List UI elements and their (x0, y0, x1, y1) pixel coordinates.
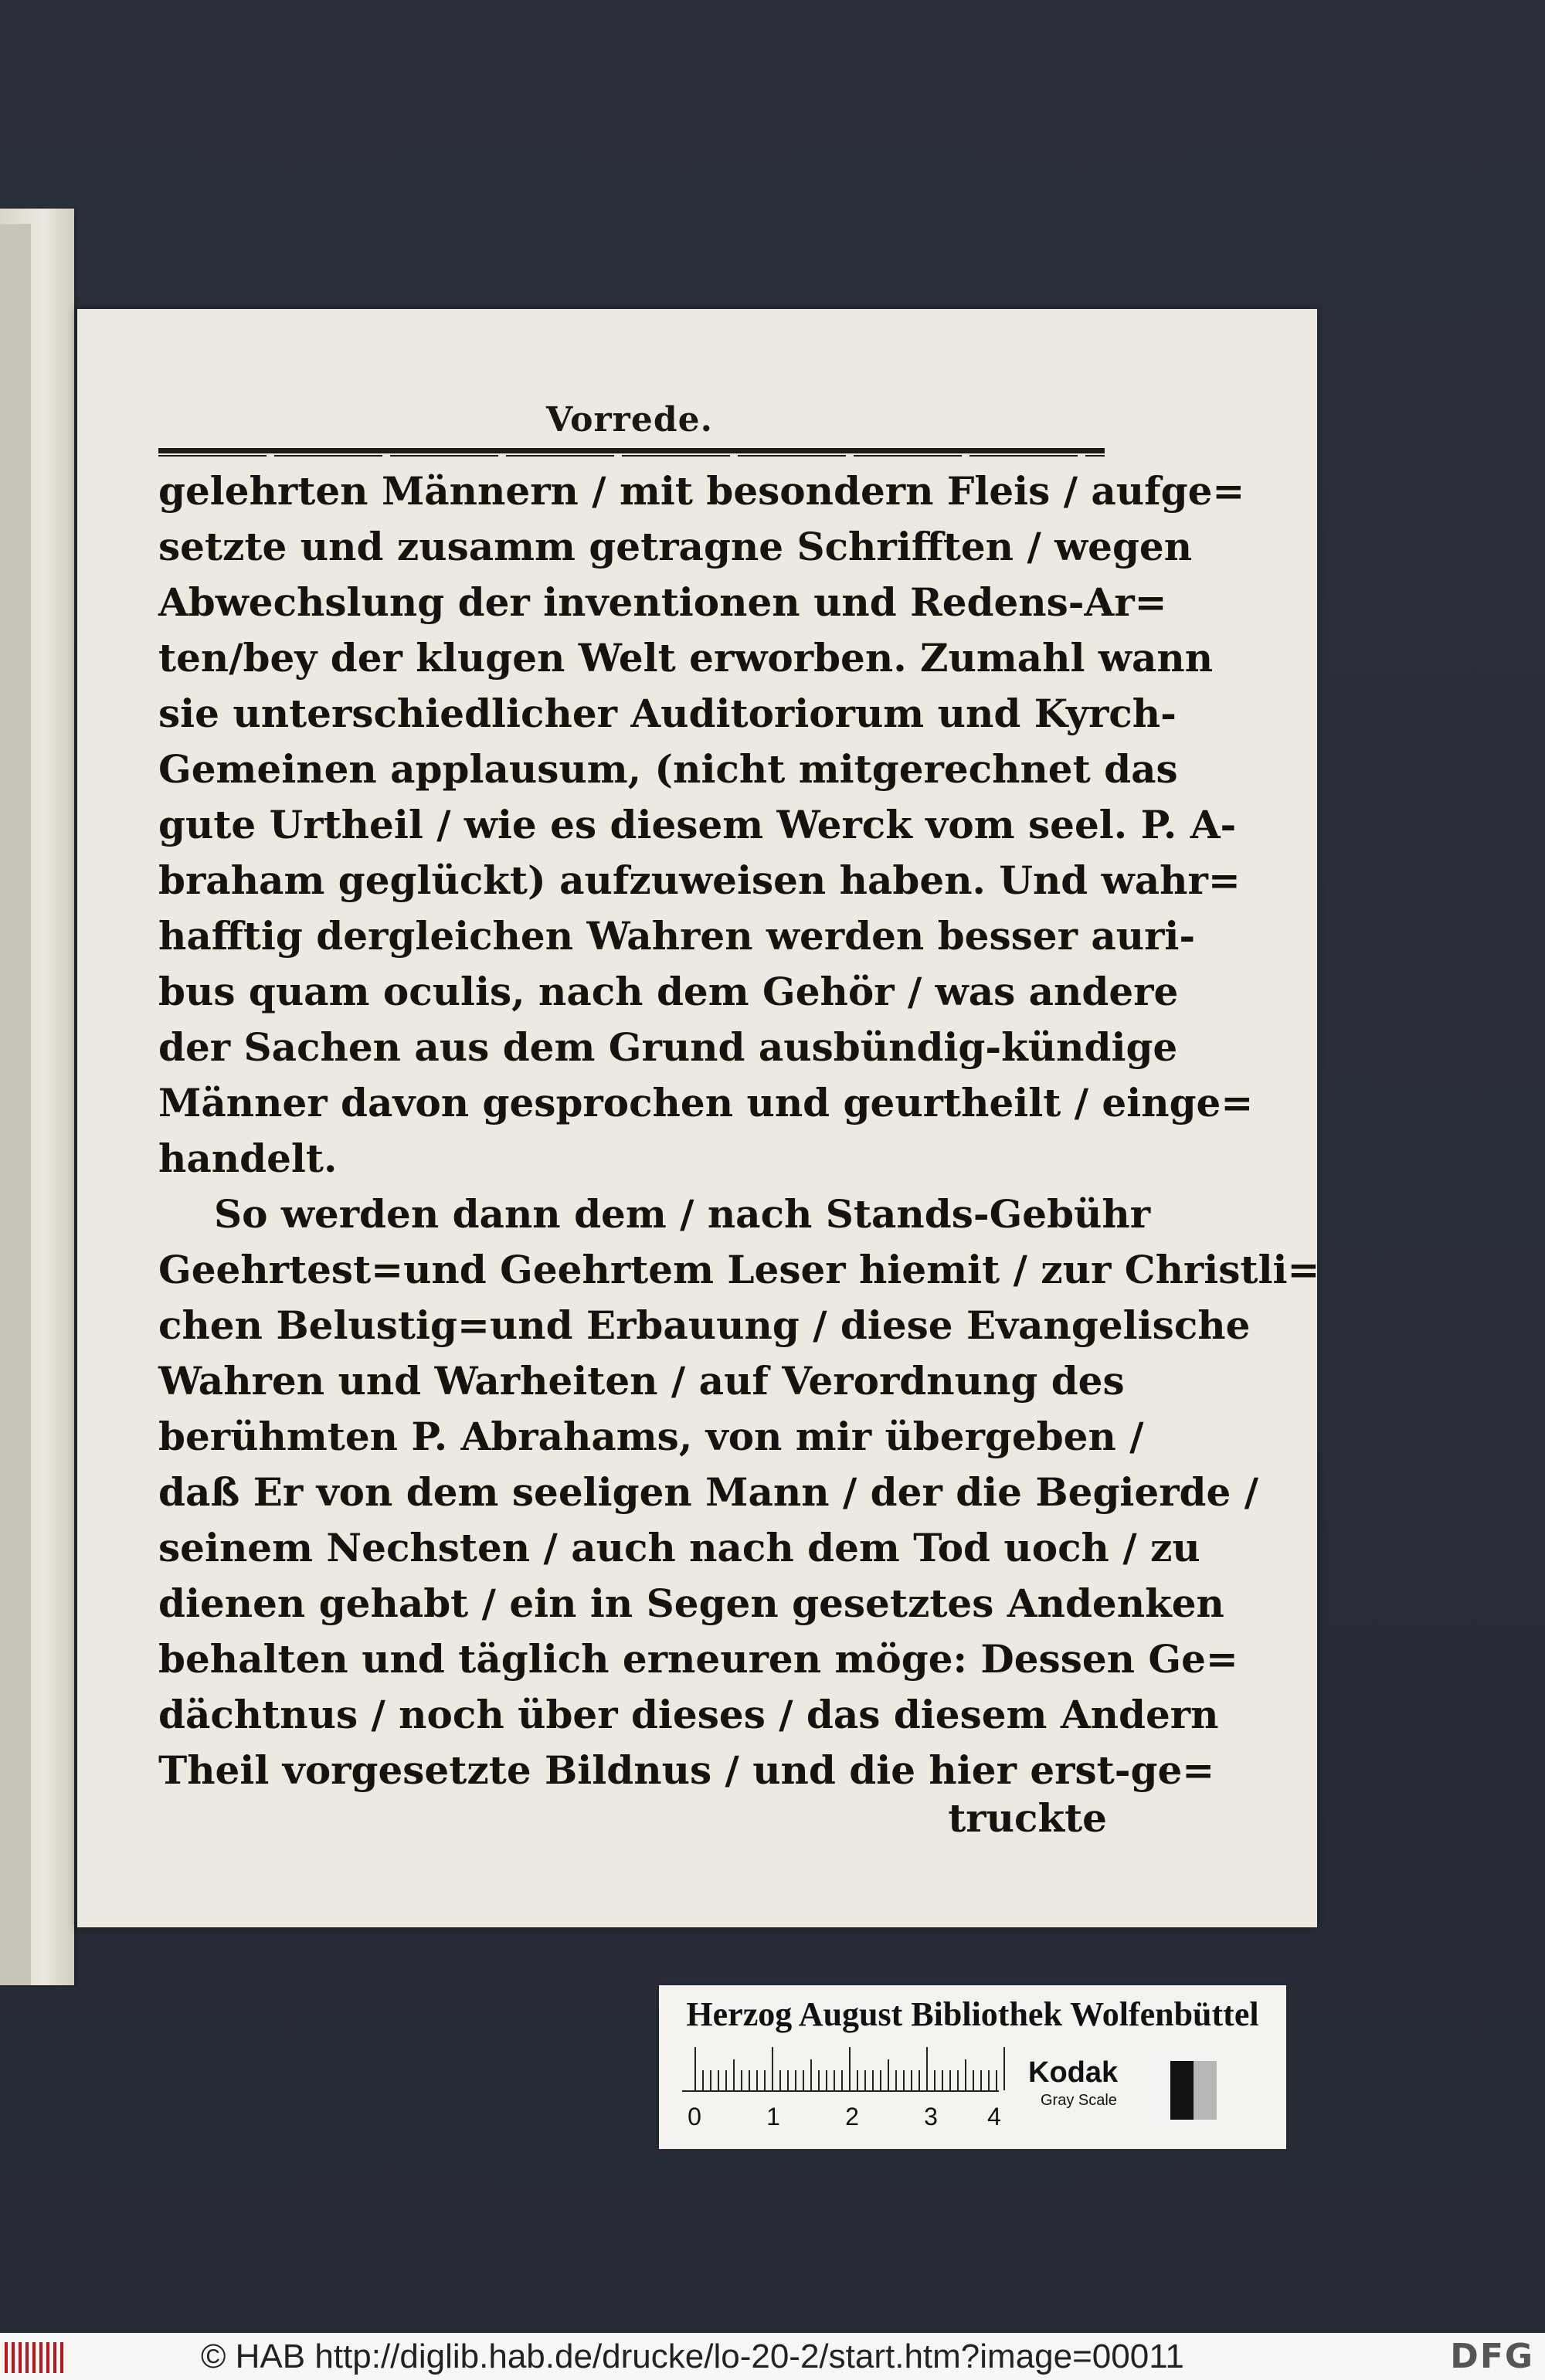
ruler-tick (834, 2070, 835, 2090)
copyright-url[interactable]: © HAB http://diglib.hab.de/drucke/lo-20-2/start.htm?image=00011 (201, 2338, 1184, 2375)
gray-patch (1194, 2061, 1217, 2120)
ruler-tick (741, 2070, 742, 2090)
ruler-tick (710, 2070, 711, 2090)
ruler-tick (787, 2070, 789, 2090)
text-line: Theil vorgesetzte Bildnus / und die hier erst-ge= (158, 1747, 1215, 1793)
text-line: Wahren und Warheiten / auf Verordnung des (158, 1358, 1125, 1404)
ruler-tick (895, 2070, 897, 2090)
ruler-ticks (682, 2047, 999, 2090)
ruler-tick (803, 2070, 804, 2090)
page-text (158, 463, 1320, 1798)
footer-bar (0, 2333, 1545, 2380)
ruler-tick (926, 2047, 928, 2090)
header-rule (158, 448, 1105, 453)
ruler-tick (903, 2070, 905, 2090)
ruler-tick (749, 2070, 750, 2090)
ruler-tick (725, 2070, 727, 2090)
gray-patch (1147, 2061, 1170, 2120)
text-line: daß Er von dem seeligen Mann / der die Begierde / (158, 1469, 1258, 1515)
ruler-tick (772, 2047, 773, 2090)
text-line: Geehrtest=und Geehrtem Leser hiemit / zur Christli= (158, 1247, 1320, 1292)
text-line: Abwechslung der inventionen und Redens-Ar= (158, 579, 1167, 625)
kodak-logo: Kodak (1028, 2056, 1119, 2089)
gray-scale-label: Gray Scale (1041, 2092, 1117, 2109)
ruler-tick (1003, 2047, 1005, 2090)
text-line: sie unterschiedlicher Auditoriorum und Kyrch- (158, 691, 1177, 736)
ruler-tick (965, 2059, 966, 2090)
text-line: gelehrten Männern / mit besondern Fleis / aufge= (158, 468, 1245, 514)
text-line: behalten und täglich erneuren möge: Dessen Ge= (158, 1636, 1238, 1682)
ruler-number: 0 (688, 2103, 701, 2130)
ruler-tick (864, 2070, 866, 2090)
ruler-tick (911, 2070, 912, 2090)
ruler-tick (810, 2059, 812, 2090)
ruler-tick (779, 2070, 781, 2090)
ruler-tick (949, 2070, 951, 2090)
ruler-baseline (682, 2090, 999, 2092)
gray-patches (1147, 2061, 1217, 2120)
left-page-shadow (0, 224, 31, 1985)
ruler-number: 4 (987, 2103, 1001, 2130)
ruler-tick (872, 2070, 874, 2090)
ruler-tick (841, 2070, 843, 2090)
ruler-tick (957, 2070, 959, 2090)
text-line: berühmten P. Abrahams, von mir übergeben / (158, 1414, 1144, 1459)
text-line: chen Belustig=und Erbauung / diese Evangelische (158, 1302, 1251, 1348)
ruler-tick (795, 2070, 796, 2090)
catchword: truckte (948, 1795, 1107, 1841)
text-line: So werden dann dem / nach Stands-Gebühr (214, 1191, 1151, 1237)
library-name: Herzog August Bibliothek Wolfenbüttel (686, 1995, 1259, 2033)
text-line: bus quam oculis, nach dem Gehör / was andere (158, 969, 1179, 1014)
ruler-tick (996, 2070, 997, 2090)
ruler-tick (888, 2059, 889, 2090)
text-line: hafftig dergleichen Wahren werden besser auri- (158, 913, 1196, 959)
ruler-tick (849, 2047, 851, 2090)
ruler-tick (733, 2059, 735, 2090)
dfg-logo: DFG (1450, 2337, 1534, 2376)
ruler-tick (718, 2070, 719, 2090)
text-line: Gemeinen applausum, (nicht mitgerechnet das (158, 746, 1178, 792)
ruler-tick (764, 2070, 766, 2090)
ruler-tick (756, 2070, 758, 2090)
ruler-tick (702, 2070, 704, 2090)
ruler-tick (934, 2070, 935, 2090)
text-line: braham geglückt) aufzuweisen haben. Und wahr= (158, 857, 1241, 903)
barcode-icon (5, 2342, 66, 2373)
ruler-tick (694, 2047, 696, 2090)
ruler-tick (919, 2070, 920, 2090)
text-line: gute Urtheil / wie es diesem Werck vom seel. P. A- (158, 802, 1237, 847)
ruler-tick (973, 2070, 974, 2090)
text-line: dächtnus / noch über dieses / das diesem Andern (158, 1692, 1219, 1737)
ruler-tick (988, 2070, 990, 2090)
text-line: dienen gehabt / ein in Segen gesetztes Andenken (158, 1580, 1224, 1626)
text-line: seinem Nechsten / auch nach dem Tod uoch / zu (158, 1525, 1200, 1570)
ruler-tick (880, 2070, 881, 2090)
text-line: ten/bey der klugen Welt erworben. Zumahl wann (158, 635, 1214, 681)
ruler-number: 1 (766, 2103, 780, 2130)
ruler-tick (942, 2070, 943, 2090)
ruler-tick (980, 2070, 982, 2090)
text-line: setzte und zusamm getragne Schrifften / wegen (158, 524, 1193, 569)
gray-patch (1170, 2061, 1194, 2120)
ruler-number: 2 (845, 2103, 859, 2130)
ruler-tick (826, 2070, 827, 2090)
color-scale-card (659, 1985, 1286, 2149)
text-line: handelt. (158, 1136, 338, 1181)
text-line: Männer davon gesprochen und geurtheilt / einge= (158, 1080, 1254, 1125)
ruler-tick (857, 2070, 858, 2090)
ruler-number: 3 (924, 2103, 938, 2130)
text-line: der Sachen aus dem Grund ausbündig-kündige (158, 1024, 1178, 1070)
running-head: Vorrede. (546, 400, 713, 440)
ruler-tick (818, 2070, 820, 2090)
